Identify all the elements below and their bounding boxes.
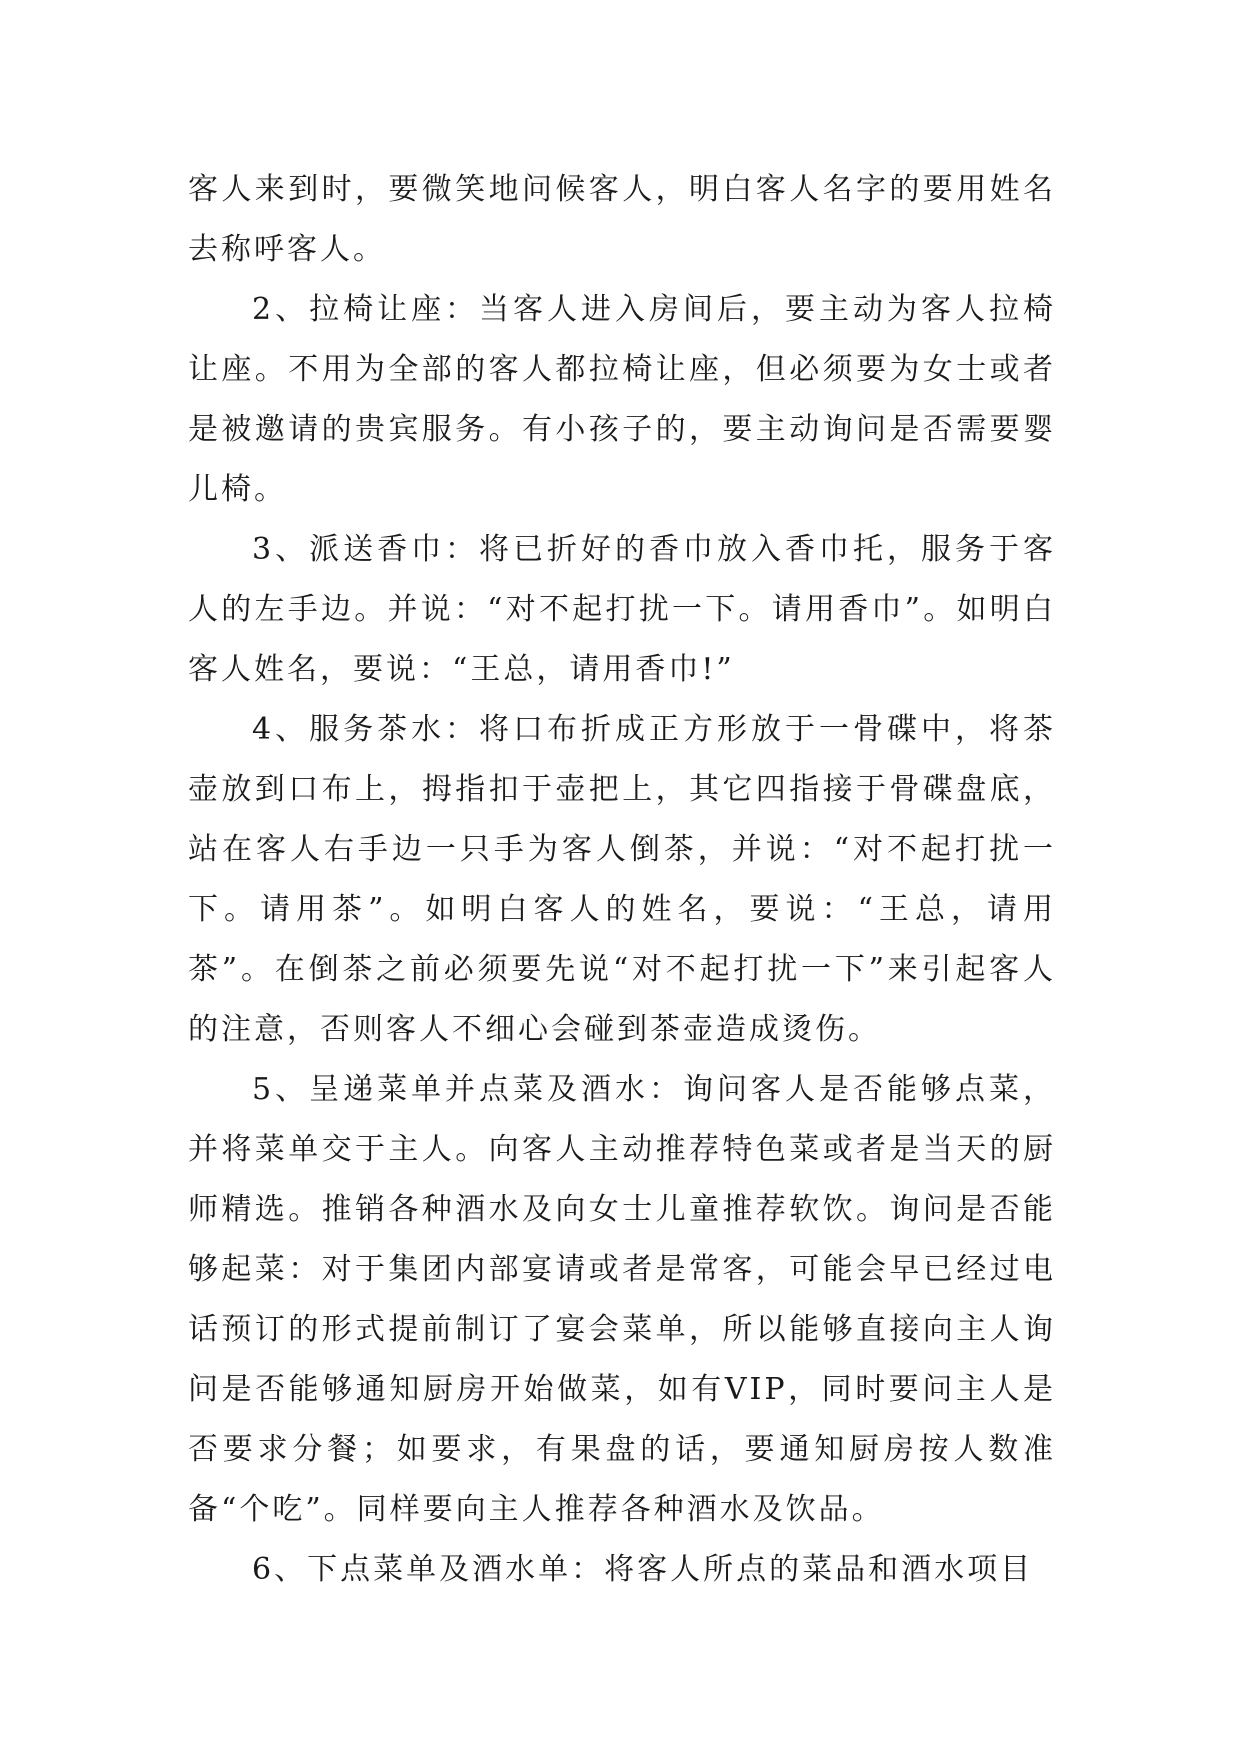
paragraph-pull-chair: 2、拉椅让座：当客人进入房间后，要主动为客人拉椅让座。不用为全部的客人都拉椅让座，但必须要为女士或者是被邀请的贵宾服务。有小孩子的，要主动询问是否需要婴儿椅。 — [188, 292, 1056, 507]
paragraph-tea-service: 4、服务茶水：将口布折成正方形放于一骨碟中，将茶壶放到口布上，拇指扣于壶把上，其它四指接于骨碟盘底，站在客人右手边一只手为客人倒茶，并说：“对不起打扰一下。请用茶”。如明白客人的姓名，要说：“王总，请用茶”。在倒茶之前必须要先说“对不起打扰一下”来引起客人的注意，否则客人不细心会碰到茶壶造成烫伤。 — [188, 712, 1056, 1047]
paragraph-order-slip: 6、下点菜单及酒水单：将客人所点的菜品和酒水项目 — [252, 1552, 1034, 1587]
paragraph-hot-towel: 3、派送香巾：将已折好的香巾放入香巾托，服务于客人的左手边。并说：“对不起打扰一下。请用香巾”。如明白客人姓名，要说：“王总，请用香巾!” — [188, 532, 1056, 687]
body-text — [188, 160, 1056, 1600]
paragraph-menu-ordering: 5、呈递菜单并点菜及酒水：询问客人是否能够点菜，并将菜单交于主人。向客人主动推荐特色菜或者是当天的厨师精选。推销各种酒水及向女士儿童推荐软饮。询问是否能够起菜：对于集团内部宴请或者是常客，可能会早已经过电话预订的形式提前制订了宴会菜单，所以能够直接向主人询问是否能够通知厨房开始做菜，如有VIP，同时要问主人是否要求分餐；如要求，有果盘的话，要通知厨房按人数准备“个吃”。同样要向主人推荐各种酒水及饮品。 — [188, 1072, 1056, 1527]
paragraph-continuation: 客人来到时，要微笑地问候客人，明白客人名字的要用姓名去称呼客人。 — [188, 172, 1056, 267]
